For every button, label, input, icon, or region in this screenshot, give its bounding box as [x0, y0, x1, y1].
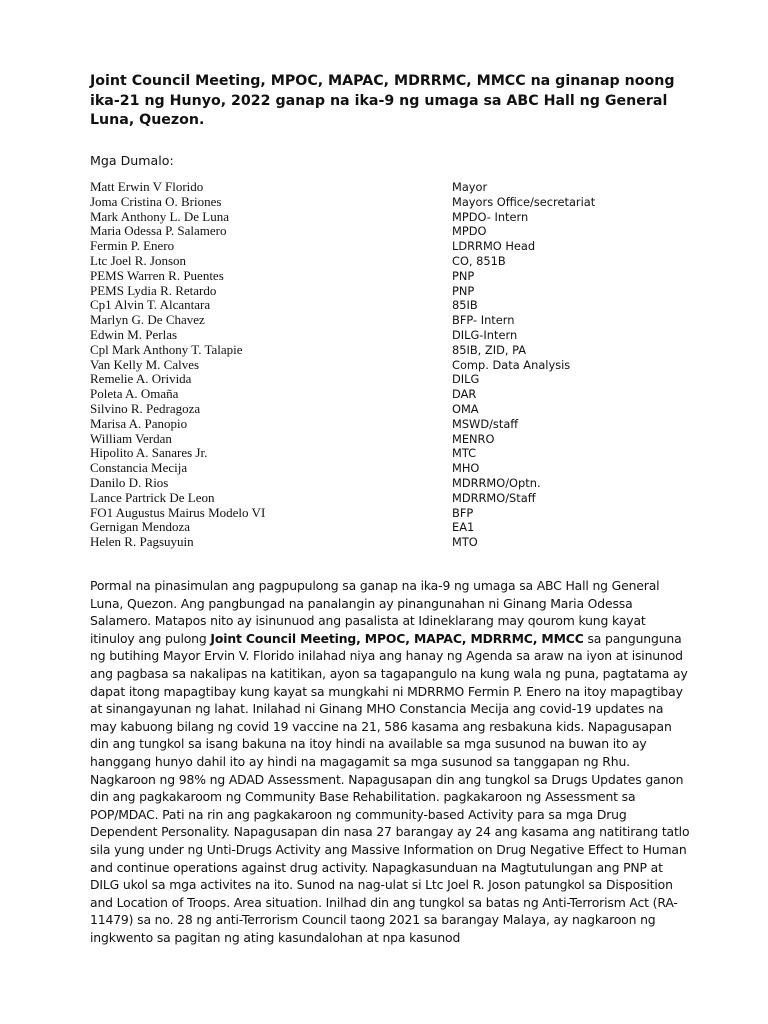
attendee-name: Matt Erwin V Florido — [90, 179, 204, 194]
paragraph-part-2: sa pangunguna ng butihing Mayor Ervin V. Florido inilahad niya ang hanay ng Agenda sa araw na iyon at isinunod ang pagbasa sa nakalipas na katitikan, ayon sa tagapangulo na kung wala ng puna, pagtatama ay dapat itong mapagtibay kung kayat sa mungkahi ni MDRRMO Fermin P. Enero na itoy mapagtibay at sinangayunan ng lahat. Inilahad ni Ginang MHO Constancia Mecija ang covid-19 updates na may kabuong bilang ng covid 19 vaccine na 21, 586 kasama ang resbakuna kids. Napagusapan din ang tungkol sa isang bakuna na itoy hindi na available sa mga susunod na buwan ito ay hanggang hunyo dahil ito ay hindi na magagamit sa mga susunod sa tanggapan ng Rhu. Nagkaroon ng 98% ng ADAD Assessment. Napagusapan din ang tungkol sa Drugs Updates ganon din ang pagkakaroom ng Community Base Rehabilitation. pagkakaroon ng Assessment sa POP/MDAC. Pati na rin ang pagkakaroon ng community-based Activity para sa mga Drug Dependent Personality. Napagusapan din nasa 27 barangay ay 24 ang kasama ang natitirang tatlo sila yung under ng Unti-Drugs Activity ang Massive Information on Drug Negative Effect to Human and continue operations against drug activity. Napagkasunduan na Magtutulungan ang PNP at DILG ukol sa mga activites na ito. Sunod na nag-ulat si Ltc Joel R. Joson patungkol sa Disposition and Location of Troops. Area situation. Inilhad din ang tungkol sa batas ng Anti-Terrorism Act (RA-11479) sa no. 28 ng anti-Terrorism Council taong 2021 sa barangay Malaya, ay nagkaroon ng ingkwento sa pagitan ng ating kasundalohan at npa kasunod — [90, 630, 690, 945]
attendee-role: BFP- Intern — [452, 313, 515, 328]
attendee-row — [0, 372, 768, 387]
attendee-name: Ltc Joel R. Jonson — [90, 252, 187, 268]
attendee-role: 85IB — [452, 298, 478, 313]
attendee-name: Van Kelly M. Calves — [90, 356, 200, 372]
attendee-row — [0, 328, 768, 343]
attendee-role: Mayors Office/secretariat — [452, 194, 596, 209]
attendee-role: DAR — [452, 387, 477, 402]
attendee-row — [0, 461, 768, 476]
attendee-role: MSWD/staff — [452, 416, 519, 431]
attendee-name: Constancia Mecija — [90, 460, 188, 476]
attendee-row — [0, 358, 768, 373]
attendee-name: Cpl Mark Anthony T. Talapie — [90, 341, 243, 357]
document-title: Joint Council Meeting, MPOC, MAPAC, MDRRMC, MMCC na ginanap noong ika-21 ng Hunyo, 2022 ganap na ika-9 ng umaga sa ABC Hall ng General Luna, Quezon. — [90, 73, 675, 128]
attendee-name: Joma Cristina O. Briones — [90, 193, 222, 209]
attendee-role: OMA — [452, 401, 479, 416]
paragraph-part-1: Pormal na pinasimulan ang pagpupulong sa ganap na ika-9 ng umaga sa ABC Hall ng General Luna, Quezon. Ang pangbungad na panalangin ay pinangunahan ni Ginang Maria Odessa Salamero. Matapos nito ay isinunuod ang pasalista at Idineklarang may qourom kung kayat itinuloy ang pulong — [90, 578, 660, 646]
attendee-role: MENRO — [452, 431, 495, 446]
attendee-name: PEMS Warren R. Puentes — [90, 267, 224, 283]
attendee-name: Mark Anthony L. De Luna — [90, 208, 230, 224]
attendee-row — [0, 402, 768, 417]
attendee-name: PEMS Lydia R. Retardo — [90, 282, 217, 298]
attendee-row — [0, 254, 768, 269]
attendee-name: Silvino R. Pedragoza — [90, 400, 201, 416]
attendee-role: Mayor — [452, 180, 488, 194]
attendee-row — [0, 417, 768, 432]
attendee-role: MDRRMO/Staff — [452, 490, 536, 505]
attendee-row — [0, 446, 768, 461]
attendee-role: BFP — [452, 505, 474, 520]
attendee-name: Helen R. Pagsuyuin — [90, 534, 194, 550]
attendee-name: Remelie A. Orivida — [90, 371, 192, 387]
attendee-name: Hipolito A. Sanares Jr. — [90, 445, 208, 461]
attendee-list — [0, 180, 768, 550]
attendee-name: William Verdan — [90, 430, 172, 446]
paragraph-emphasis: Joint Council Meeting, MPOC, MAPAC, MDRRMC, MMCC — [210, 630, 584, 646]
attendee-row — [0, 195, 768, 210]
attendee-row — [0, 313, 768, 328]
attendee-role: MTC — [452, 446, 477, 461]
attendee-role: MHO — [452, 461, 480, 476]
attendee-name: Gernigan Mendoza — [90, 519, 190, 535]
attendee-row — [0, 210, 768, 225]
attendee-name: Poleta A. Omaña — [90, 386, 179, 402]
attendee-role: MPDO- Intern — [452, 209, 529, 224]
attendee-row — [0, 180, 768, 195]
attendee-role: LDRRMO Head — [452, 239, 536, 254]
attendee-name: Lance Partrick De Leon — [90, 489, 215, 505]
attendees-label: Mga Dumalo: — [90, 153, 174, 168]
attendee-row — [0, 520, 768, 535]
attendee-row — [0, 432, 768, 447]
attendee-role: 85IB, ZID, PA — [452, 342, 527, 357]
attendee-name: Marisa A. Panopio — [90, 415, 188, 431]
attendee-name: Marlyn G. De Chavez — [90, 312, 205, 328]
attendee-row — [0, 506, 768, 521]
attendee-role: PNP — [452, 268, 475, 283]
attendee-role: DILG — [452, 372, 480, 387]
attendee-role: Comp. Data Analysis — [452, 357, 571, 372]
attendee-name: Fermin P. Enero — [90, 238, 175, 254]
attendee-row — [0, 239, 768, 254]
attendee-role: EA1 — [452, 520, 475, 535]
attendee-name: Edwin M. Perlas — [90, 326, 178, 342]
attendee-name: Maria Odessa P. Salamero — [90, 223, 227, 239]
attendee-row — [0, 298, 768, 313]
attendee-row — [0, 387, 768, 402]
attendee-name: Danilo D. Rios — [90, 474, 169, 490]
attendee-row — [0, 284, 768, 299]
attendee-role: MDRRMO/Optn. — [452, 475, 541, 490]
attendee-name: FO1 Augustus Mairus Modelo VI — [90, 504, 266, 520]
attendee-role: DILG-Intern — [452, 327, 518, 342]
attendee-row — [0, 269, 768, 284]
attendee-role: MTO — [452, 535, 478, 550]
attendee-name: Cp1 Alvin T. Alcantara — [90, 297, 211, 313]
attendee-row — [0, 343, 768, 358]
attendee-row — [0, 224, 768, 239]
attendee-role: CO, 851B — [452, 253, 506, 268]
attendee-row — [0, 476, 768, 491]
attendee-row — [0, 535, 768, 550]
attendee-row — [0, 491, 768, 506]
attendee-role: PNP — [452, 283, 475, 298]
attendee-role: MPDO — [452, 224, 487, 239]
minutes-paragraph — [90, 577, 690, 946]
